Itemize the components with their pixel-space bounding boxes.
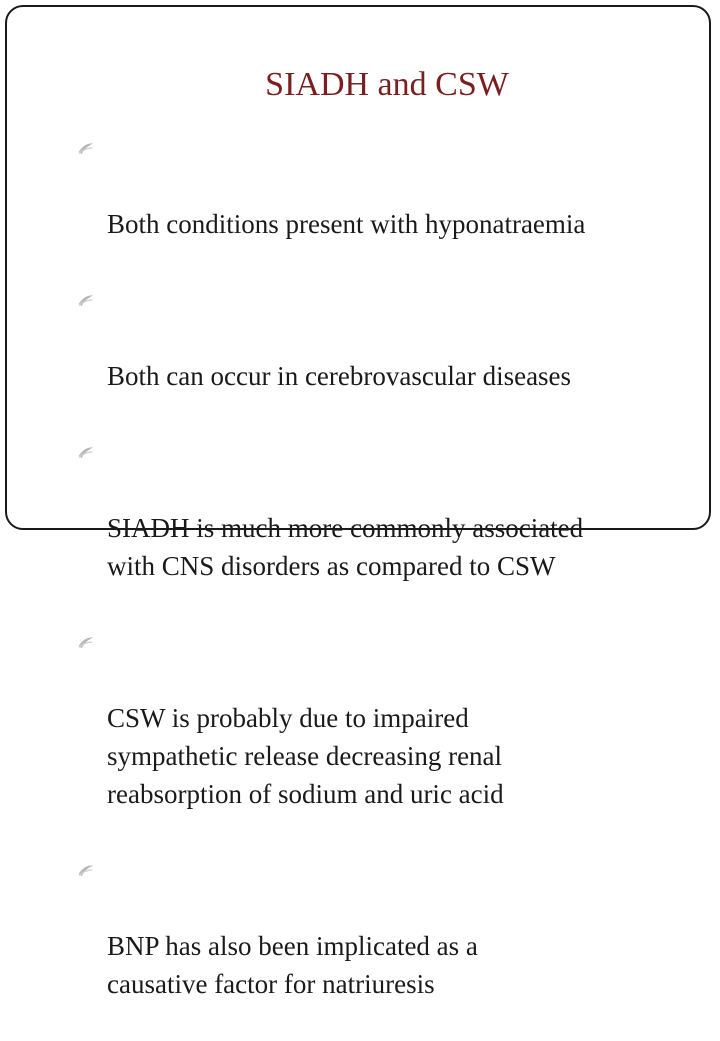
bullet-text: Both conditions present with hyponatraemia bbox=[107, 209, 586, 239]
bullet-item bbox=[107, 433, 707, 623]
swoosh-bullet-icon bbox=[77, 633, 95, 651]
bullet-text: Both can occur in cerebrovascular diseases bbox=[107, 361, 572, 391]
bullet-item bbox=[107, 129, 707, 281]
swoosh-bullet-icon bbox=[77, 861, 95, 879]
bullet-list bbox=[107, 129, 707, 1041]
bullet-item bbox=[107, 851, 707, 1041]
bullet-text: SIADH is much more commonly associated with CNS disorders as compared to CSW bbox=[107, 513, 584, 581]
slide-title: SIADH and CSW bbox=[265, 66, 509, 103]
slide-frame bbox=[5, 5, 711, 999]
bullet-item bbox=[107, 623, 707, 851]
bullet-text: CSW is probably due to impaired sympathetic release decreasing renal reabsorption of sodium and uric acid bbox=[107, 703, 504, 809]
swoosh-bullet-icon bbox=[77, 139, 95, 157]
bullet-item bbox=[107, 281, 707, 433]
bullet-text: BNP has also been implicated as a causative factor for natriuresis bbox=[107, 931, 478, 999]
swoosh-bullet-icon bbox=[77, 291, 95, 309]
swoosh-bullet-icon bbox=[77, 443, 95, 461]
